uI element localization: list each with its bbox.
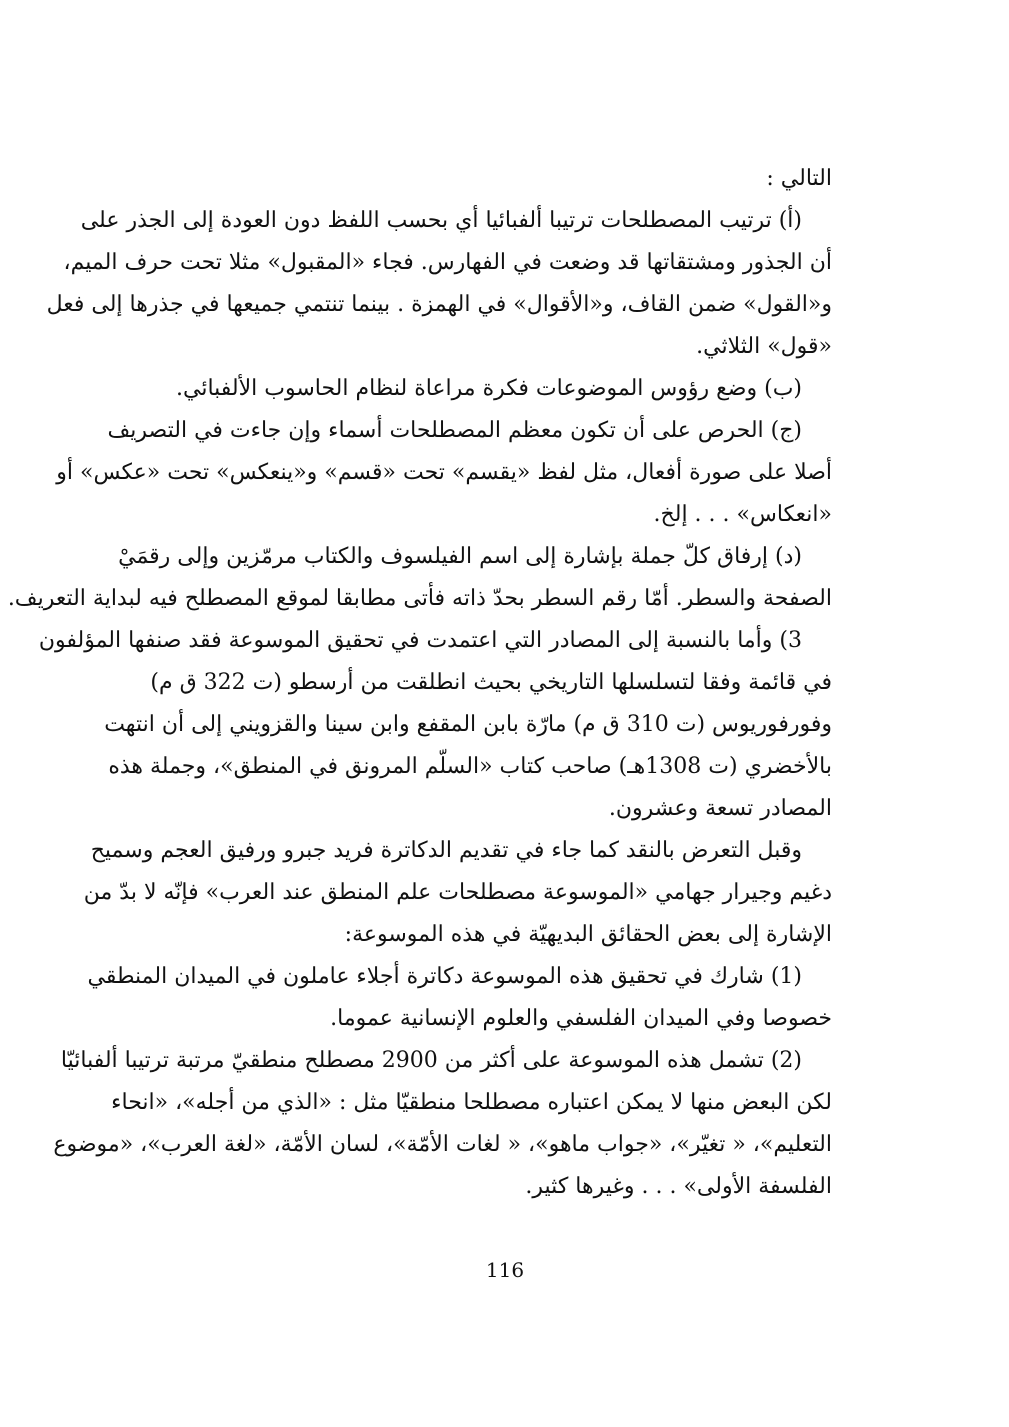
text-line: (ب) وضع رؤوس الموضوعات فكرة مراعاة لنظام الحاسوب الألفبائي. xyxy=(175,376,802,401)
text-line: دغيم وجيرار جهامي «الموسوعة مصطلحات علم المنطق عند العرب» فإنّه لا بدّ من xyxy=(83,880,832,905)
text-line-intro: التالي : xyxy=(766,166,832,191)
text-line: لكن البعض منها لا يمكن اعتباره مصطلحا منطقيّا مثل : «الذي من أجله»، «انحاء xyxy=(111,1090,832,1115)
text-line: أصلا على صورة أفعال، مثل لفظ «يقسم» تحت «قسم» و«ينعكس» تحت «عكس» أو xyxy=(56,460,832,485)
text-line: 3) وأما بالنسبة إلى المصادر التي اعتمدت في تحقيق الموسوعة فقد صنفها المؤلفون xyxy=(38,628,802,653)
text-line: بالأخضري (ت 1308هـ) صاحب كتاب «السلّم المرونق في المنطق»، وجملة هذه xyxy=(108,754,832,779)
text-line: «انعكاس» . . . إلخ. xyxy=(653,502,832,527)
text-line: (أ) ترتيب المصطلحات ترتيبا ألفبائيا أي بحسب اللفظ دون العودة إلى الجذر على xyxy=(80,208,802,233)
page-number: 116 xyxy=(485,1258,525,1282)
text-line: خصوصا وفي الميدان الفلسفي والعلوم الإنسانية عموما. xyxy=(330,1006,832,1031)
text-line: المصادر تسعة وعشرون. xyxy=(608,796,832,821)
text-line: (2) تشمل هذه الموسوعة على أكثر من 2900 مصطلح منطقيّ مرتبة ترتيبا ألفبائيّا xyxy=(60,1048,802,1073)
text-line: «قول» الثلاثي. xyxy=(696,334,832,359)
text-line: في قائمة وفقا لتسلسلها التاريخي بحيث انطلقت من أرسطو (ت 322 ق م) xyxy=(150,670,832,695)
text-line: الإشارة إلى بعض الحقائق البديهيّة في هذه الموسوعة: xyxy=(344,922,832,947)
text-line: الفلسفة الأولى» . . . وغيرها كثير. xyxy=(525,1174,832,1199)
text-line: (1) شارك في تحقيق هذه الموسوعة دكاترة أجلاء عاملون في الميدان المنطقي xyxy=(87,964,802,989)
text-line: و«القول» ضمن القاف، و«الأقوال» في الهمزة . بينما تنتمي جميعها في جذرها إلى فعل xyxy=(46,292,832,317)
text-line: (د) إرفاق كلّ جملة بإشارة إلى اسم الفيلسوف والكتاب مرمّزين وإلى رقمَيْ xyxy=(118,544,802,569)
text-line: أن الجذور ومشتقاتها قد وضعت في الفهارس. فجاء «المقبول» مثلا تحت حرف الميم، xyxy=(63,250,832,275)
text-line: (ج) الحرص على أن تكون معظم المصطلحات أسماء وإن جاءت في التصريف xyxy=(107,418,802,443)
text-line: وفورفوريوس (ت 310 ق م) مارّة بابن المقفع وابن سينا والقزويني إلى أن انتهت xyxy=(104,712,832,737)
text-line: التعليم»، « تغيّر»، «جواب ماهو»، « لغات الأمّة»، لسان الأمّة، «لغة العرب»، «موضوع xyxy=(53,1132,832,1157)
text-line: وقبل التعرض بالنقد كما جاء في تقديم الدكاترة فريد جبرو ورفيق العجم وسميح xyxy=(90,838,802,863)
text-line: الصفحة والسطر. أمّا رقم السطر بحدّ ذاته فأتى مطابقا لموقع المصطلح فيه لبداية التعريف. xyxy=(7,586,832,611)
body-text xyxy=(7,158,832,1208)
